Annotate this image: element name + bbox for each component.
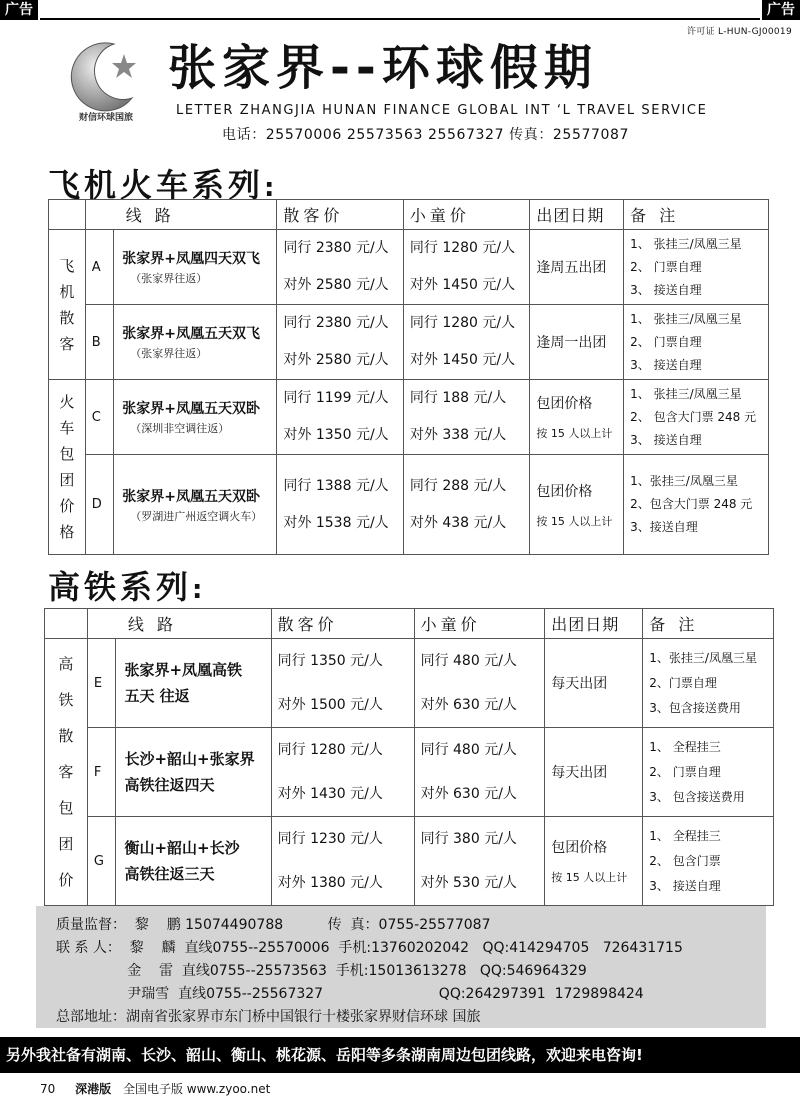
- route-code: G: [87, 817, 116, 906]
- departure-cell: [530, 230, 624, 305]
- departure-note: 按 15 人以上计: [536, 514, 613, 528]
- adult-price-retail: 对外 1538 元/人: [283, 514, 389, 531]
- header-child: 小童价: [414, 609, 545, 639]
- table-row: [45, 817, 774, 906]
- child-price-retail: 对外 338 元/人: [409, 427, 507, 443]
- top-divider: [40, 18, 760, 20]
- contact-row: 尹瑞雪 直线0755--25567327 QQ:264297391 1729898424: [56, 986, 644, 1002]
- section2-title-colon: :: [192, 575, 207, 605]
- page-footer: [40, 1080, 270, 1097]
- remark-item: 2、 门票自理: [649, 764, 721, 779]
- departure-date: 包团价格: [536, 483, 593, 500]
- adult-price-cell: [277, 230, 403, 305]
- adult-price-retail: 对外 2580 元/人: [283, 352, 389, 368]
- contact-info-box: [36, 906, 766, 1028]
- child-price-trade: 同行 380 元/人: [420, 831, 517, 847]
- adult-price-retail: 对外 1500 元/人: [277, 697, 383, 713]
- site-link[interactable]: 全国电子版 www.zyoo.net: [122, 1082, 271, 1096]
- child-price-cell: [403, 380, 529, 455]
- remark-item: 3、接送自理: [630, 520, 698, 534]
- header-notes: 备 注: [643, 609, 774, 639]
- adult-price-trade: 同行 1350 元/人: [277, 653, 383, 669]
- remark-item: 1、 全程挂三: [649, 739, 721, 754]
- remark-item: 2、 包含门票: [649, 853, 721, 868]
- departure-date: 每天出团: [551, 676, 608, 692]
- adult-price-cell: [277, 455, 403, 555]
- remark-item: 2、 门票自理: [630, 259, 702, 274]
- header-adult: 散客价: [271, 609, 414, 639]
- adult-price-trade: 同行 2380 元/人: [283, 315, 389, 331]
- departure-cell: [530, 380, 624, 455]
- header-notes: 备 注: [624, 200, 769, 230]
- ad-label-right: 广告: [762, 0, 800, 20]
- contact-row: 金 雷 直线0755--25573563 手机:15013613278 QQ:546964329: [56, 963, 587, 979]
- remarks-cell: [643, 639, 774, 728]
- remark-item: 2、 包含大门票 248 元: [630, 409, 757, 424]
- departure-cell: [545, 728, 643, 817]
- adult-price-trade: 同行 1388 元/人: [283, 477, 389, 494]
- departure-note: 按 15 人以上计: [536, 427, 613, 440]
- departure-cell: [545, 639, 643, 728]
- section1-title-text: 飞机火车系列: [48, 166, 265, 204]
- license-number: 许可证 L-HUN-GJ00019: [687, 27, 792, 37]
- section1-title-colon: :: [264, 173, 279, 203]
- route-cell: [114, 380, 277, 455]
- adult-price-retail: 对外 1380 元/人: [277, 875, 383, 891]
- company-english-name: LETTER ZHANGJIA HUNAN FINANCE GLOBAL INT ‘L TRAVEL SERVICE: [176, 103, 708, 118]
- contact-row: 联 系 人： 黎 麟 直线0755--25570006 手机:13760202042 QQ:414294705 726431715: [56, 940, 683, 956]
- route-code: A: [85, 230, 114, 305]
- header-adult: 散客价: [277, 200, 403, 230]
- remarks-cell: [624, 380, 769, 455]
- route-cell: [116, 817, 271, 906]
- table-row: [45, 728, 774, 817]
- adult-price-trade: 同行 1230 元/人: [277, 831, 383, 847]
- route-name: 衡山+韶山+长沙: [124, 839, 240, 857]
- route-name: 张家界+凤凰五天双飞: [122, 326, 260, 342]
- remark-item: 1、 张挂三/凤凰三星: [630, 386, 742, 401]
- header-route: 线 路: [85, 200, 277, 230]
- route-code: C: [85, 380, 114, 455]
- child-price-retail: 对外 630 元/人: [420, 786, 517, 802]
- route-code: F: [87, 728, 116, 817]
- departure-note: 按 15 人以上计: [551, 871, 628, 884]
- adult-price-trade: 同行 2380 元/人: [283, 240, 389, 256]
- remark-item: 1、张挂三/凤凰三星: [630, 474, 738, 488]
- remark-item: 1、 全程挂三: [649, 828, 721, 843]
- departure-cell: [530, 455, 624, 555]
- table-header-row: [45, 609, 774, 639]
- remarks-cell: [643, 817, 774, 906]
- header-date: 出团日期: [530, 200, 624, 230]
- company-phones: 电话：25570006 25573563 25567327 传真：25577087: [222, 127, 629, 143]
- table-header-row: [49, 200, 769, 230]
- route-cell: [116, 639, 271, 728]
- contact-row: 质量监督： 黎 鹏 15074490788 传 真：0755-25577087: [56, 917, 491, 933]
- adult-price-trade: 同行 1199 元/人: [283, 390, 389, 406]
- child-price-retail: 对外 630 元/人: [420, 697, 517, 713]
- child-price-trade: 同行 288 元/人: [409, 477, 507, 494]
- adult-price-cell: [277, 380, 403, 455]
- adult-price-cell: [277, 305, 403, 380]
- category-label: 高 铁 散 客 包 团 价: [45, 639, 88, 906]
- departure-date: 逢周一出团: [536, 335, 607, 351]
- table-row: [49, 305, 769, 380]
- route-cell: [114, 305, 277, 380]
- adult-price-cell: [271, 728, 414, 817]
- remark-item: 1、张挂三/凤凰三星: [649, 650, 757, 665]
- route-code: E: [87, 639, 116, 728]
- child-price-cell: [414, 817, 545, 906]
- header-date: 出团日期: [545, 609, 643, 639]
- remark-item: 1、 张挂三/凤凰三星: [630, 311, 742, 326]
- departure-cell: [530, 305, 624, 380]
- route-name: 长沙+韶山+张家界: [124, 750, 255, 768]
- child-price-trade: 同行 480 元/人: [420, 742, 517, 758]
- child-price-trade: 同行 480 元/人: [420, 653, 517, 669]
- header-blank: [49, 200, 86, 230]
- route-subtitle: （张家界往返）: [130, 272, 208, 285]
- remark-item: 3、 接送自理: [630, 432, 702, 447]
- adult-price-cell: [271, 817, 414, 906]
- adult-price-retail: 对外 2580 元/人: [283, 277, 389, 293]
- route-code: D: [85, 455, 114, 555]
- child-price-cell: [403, 455, 529, 555]
- adult-price-cell: [271, 639, 414, 728]
- remark-item: 2、包含大门票 248 元: [630, 497, 753, 511]
- departure-date: 包团价格: [536, 396, 593, 412]
- company-name: 张家界--环球假期: [168, 40, 598, 96]
- route-subtitle: （罗湖进广州返空调火车）: [130, 509, 263, 523]
- remark-item: 2、 门票自理: [630, 334, 702, 349]
- section-title-high-speed: [48, 562, 206, 608]
- route-name-line2: 高铁往返三天: [124, 865, 215, 883]
- table-row: [45, 639, 774, 728]
- remark-item: 3、包含接送费用: [649, 700, 741, 715]
- child-price-retail: 对外 438 元/人: [409, 514, 507, 531]
- table-row: [49, 455, 769, 555]
- child-price-cell: [403, 230, 529, 305]
- logo-caption: 财信环球国旅: [78, 113, 133, 123]
- departure-date: 逢周五出团: [536, 260, 607, 276]
- table-row: [49, 230, 769, 305]
- page-number: 70: [40, 1082, 56, 1096]
- head-office-address: 总部地址：湖南省张家界市东门桥中国银行十楼张家界财信环球 国旅: [56, 1009, 481, 1025]
- remarks-cell: [624, 230, 769, 305]
- child-price-trade: 同行 1280 元/人: [409, 240, 516, 256]
- route-name-line2: 高铁往返四天: [124, 776, 215, 794]
- ad-label-left: 广告: [0, 0, 38, 20]
- remark-item: 3、 接送自理: [630, 357, 702, 372]
- promo-banner: 另外我社备有湖南、长沙、韶山、衡山、桃花源、岳阳等多条湖南周边包团线路，欢迎来电咨询!: [0, 1037, 800, 1073]
- remark-item: 1、 张挂三/凤凰三星: [630, 236, 742, 251]
- adult-price-retail: 对外 1350 元/人: [283, 427, 389, 443]
- section2-title-text: 高铁系列: [48, 568, 193, 606]
- route-name-line2: 五天 往返: [124, 687, 190, 705]
- child-price-cell: [403, 305, 529, 380]
- remark-item: 3、 接送自理: [649, 878, 721, 893]
- header-child: 小童价: [403, 200, 529, 230]
- high-speed-table: [44, 608, 774, 906]
- adult-price-retail: 对外 1430 元/人: [277, 786, 383, 802]
- route-cell: [114, 455, 277, 555]
- edition-label: 深港版: [75, 1082, 112, 1096]
- remark-item: 3、 接送自理: [630, 282, 702, 297]
- child-price-cell: [414, 728, 545, 817]
- child-price-trade: 同行 1280 元/人: [409, 315, 516, 331]
- category-label: 飞 机 散 客: [49, 230, 86, 380]
- child-price-retail: 对外 530 元/人: [420, 875, 517, 891]
- route-name: 张家界+凤凰高铁: [124, 661, 243, 679]
- remark-item: 2、门票自理: [649, 675, 717, 690]
- departure-cell: [545, 817, 643, 906]
- route-subtitle: （张家界往返）: [130, 347, 208, 360]
- header-blank: [45, 609, 88, 639]
- adult-price-trade: 同行 1280 元/人: [277, 742, 383, 758]
- route-code: B: [85, 305, 114, 380]
- category-label: 火 车 包 团 价 格: [49, 380, 86, 555]
- remarks-cell: [624, 455, 769, 555]
- remarks-cell: [624, 305, 769, 380]
- route-cell: [116, 728, 271, 817]
- child-price-retail: 对外 1450 元/人: [409, 277, 516, 293]
- remarks-cell: [643, 728, 774, 817]
- header-route: 线 路: [87, 609, 271, 639]
- departure-date: 包团价格: [551, 840, 608, 856]
- flight-train-table: [48, 199, 769, 555]
- route-name: 张家界+凤凰五天双卧: [122, 401, 260, 417]
- table-row: [49, 380, 769, 455]
- child-price-trade: 同行 188 元/人: [409, 390, 507, 406]
- departure-date: 每天出团: [551, 765, 608, 781]
- route-name: 张家界+凤凰五天双卧: [122, 488, 260, 505]
- route-subtitle: （深圳非空调往返）: [130, 422, 230, 435]
- route-cell: [114, 230, 277, 305]
- child-price-cell: [414, 639, 545, 728]
- remark-item: 3、 包含接送费用: [649, 789, 745, 804]
- child-price-retail: 对外 1450 元/人: [409, 352, 516, 368]
- route-name: 张家界+凤凰四天双飞: [122, 251, 260, 267]
